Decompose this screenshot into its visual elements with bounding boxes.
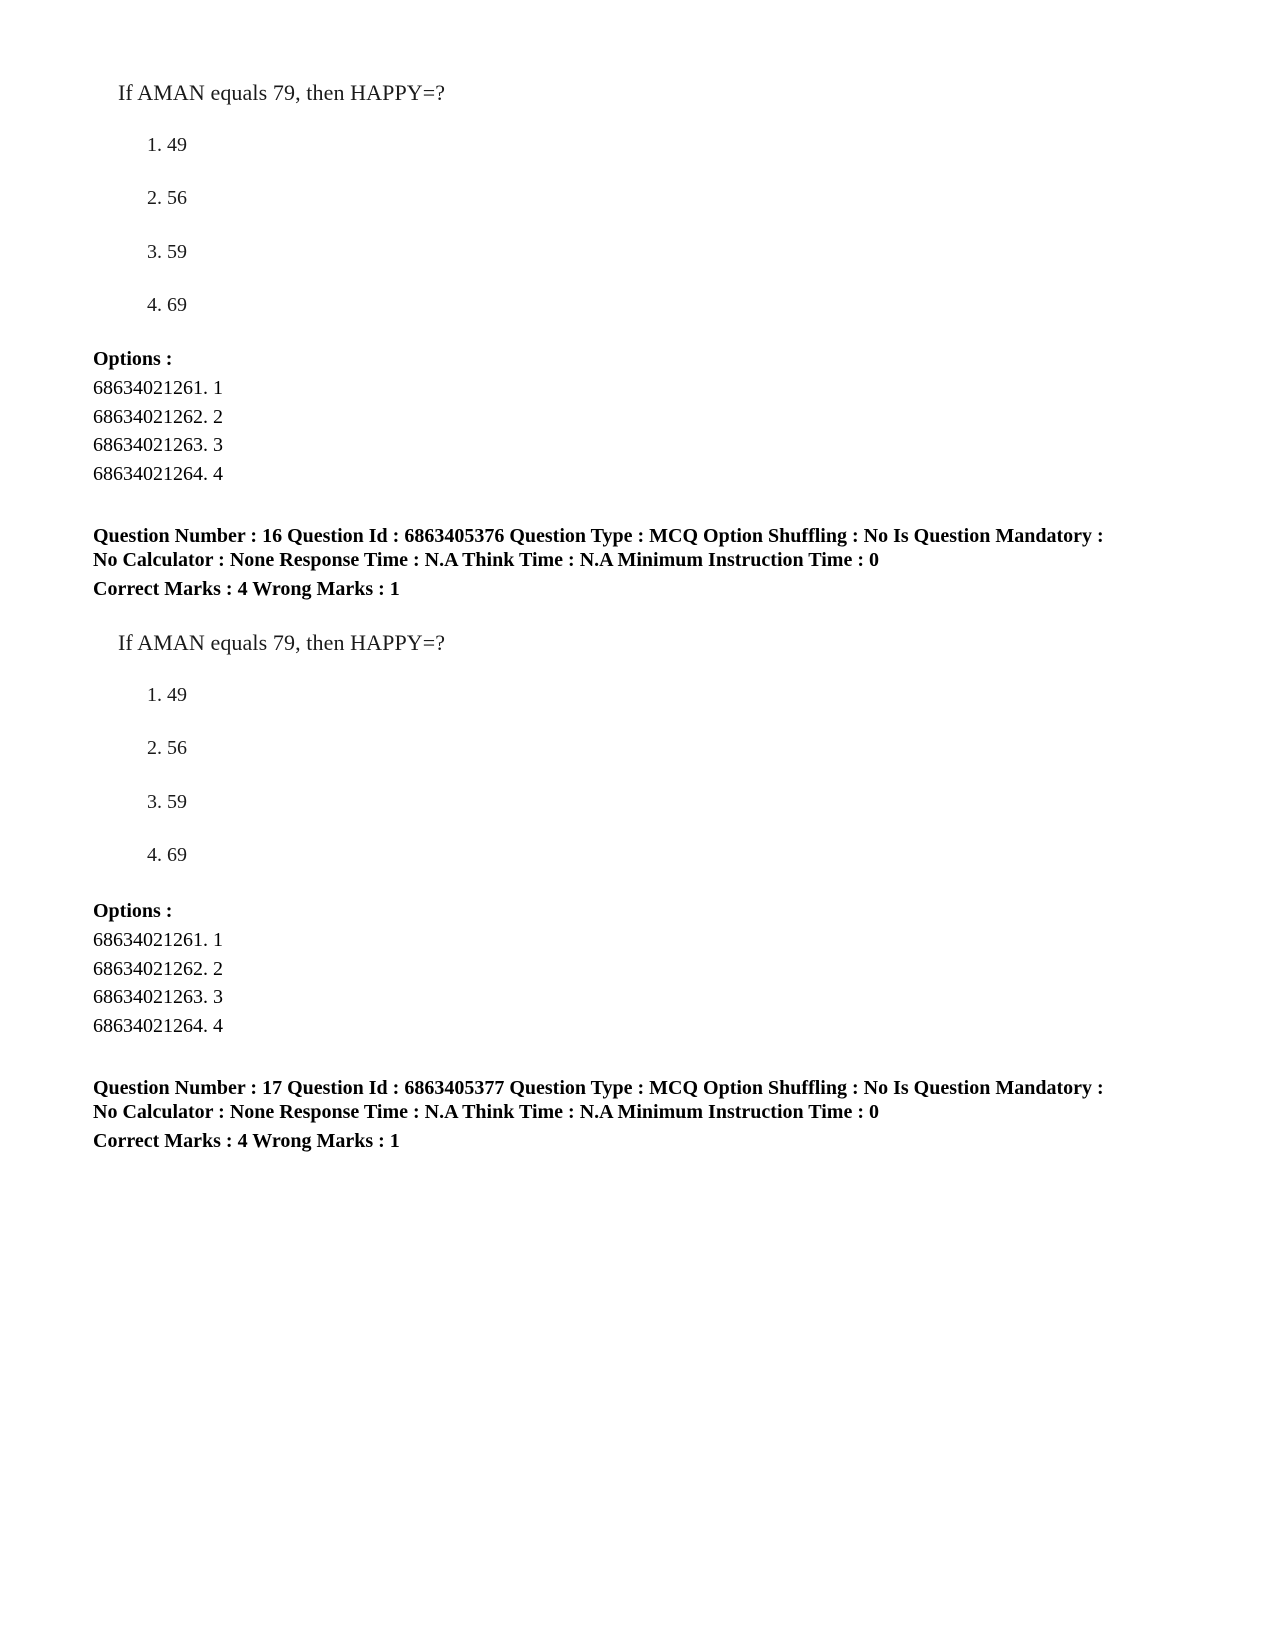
option-line: 68634021263. 3 (93, 434, 223, 456)
question-choice: 3. 59 (147, 791, 187, 813)
question-header-line: No Calculator : None Response Time : N.A Think Time : N.A Minimum Instruction Time : 0 (93, 549, 879, 571)
options-label: Options : (93, 348, 173, 370)
question-choice: 1. 49 (147, 134, 187, 156)
question-choice: 2. 56 (147, 737, 187, 759)
question-image (118, 630, 638, 870)
question-marks: Correct Marks : 4 Wrong Marks : 1 (93, 578, 400, 600)
options-label: Options : (93, 900, 173, 922)
question-header-line: Question Number : 16 Question Id : 6863405376 Question Type : MCQ Option Shuffling : No Is Question Mandatory : (93, 525, 1104, 547)
option-line: 68634021262. 2 (93, 406, 223, 428)
question-choice: 1. 49 (147, 684, 187, 706)
option-line: 68634021264. 4 (93, 1015, 223, 1037)
question-header-line: Question Number : 17 Question Id : 6863405377 Question Type : MCQ Option Shuffling : No Is Question Mandatory : (93, 1077, 1104, 1099)
question-marks: Correct Marks : 4 Wrong Marks : 1 (93, 1130, 400, 1152)
option-line: 68634021261. 1 (93, 377, 223, 399)
question-text: If AMAN equals 79, then HAPPY=? (118, 80, 446, 105)
option-line: 68634021262. 2 (93, 958, 223, 980)
option-line: 68634021263. 3 (93, 986, 223, 1008)
question-image (118, 80, 638, 320)
question-choice: 4. 69 (147, 294, 187, 316)
question-choice: 4. 69 (147, 844, 187, 866)
question-header-line: No Calculator : None Response Time : N.A Think Time : N.A Minimum Instruction Time : 0 (93, 1101, 879, 1123)
question-choice: 3. 59 (147, 241, 187, 263)
option-line: 68634021261. 1 (93, 929, 223, 951)
question-text: If AMAN equals 79, then HAPPY=? (118, 630, 446, 655)
question-choice: 2. 56 (147, 187, 187, 209)
option-line: 68634021264. 4 (93, 463, 223, 485)
